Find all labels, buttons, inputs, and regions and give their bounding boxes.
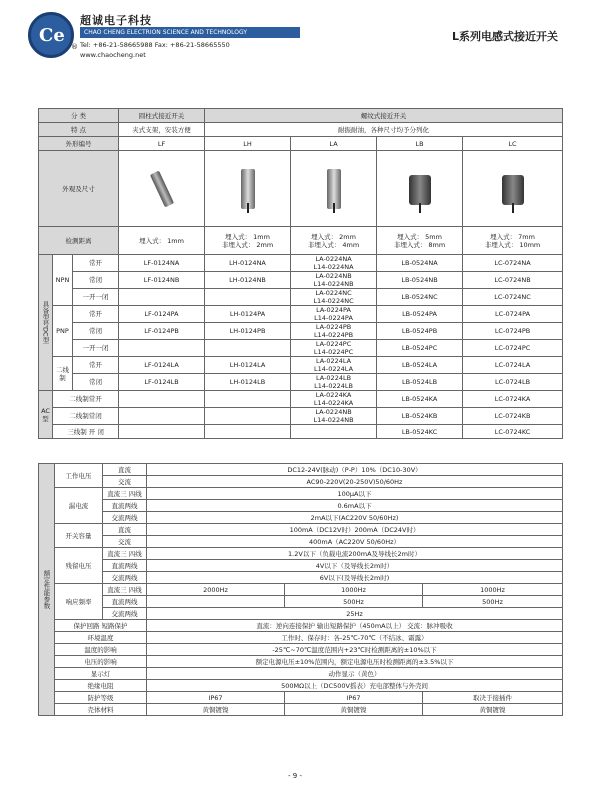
cell-lf: LF-0124PA — [119, 306, 205, 323]
feature-label: 特 点 — [39, 123, 119, 137]
cell-lf: LF-0124LA — [119, 357, 205, 374]
appearance-label: 外观及尺寸 — [39, 151, 119, 227]
row-type: 一开一闭 — [73, 289, 119, 306]
distance-lb: 埋入式： 5mm 非埋入式： 8mm — [377, 227, 463, 255]
spec-label: 温度的影响 — [55, 644, 147, 656]
cell-lb: LB-0524NB — [377, 272, 463, 289]
cell-lb: LB-0524PC — [377, 340, 463, 357]
spec-value: 400mA（AC220V 50/60Hz） — [147, 536, 563, 548]
row-type: 常闭 — [73, 272, 119, 289]
model-la: LA — [291, 137, 377, 151]
cell-lf — [119, 289, 205, 306]
pnp-label: PNP — [53, 306, 73, 357]
cell-lh: LH-0124NA — [205, 255, 291, 272]
spec-label: 绝缘电阻 — [55, 680, 147, 692]
cell-lc: LC-0724PA — [463, 306, 563, 323]
spec-value: 黄铜镀镍 — [285, 704, 423, 716]
company-logo: Ce — [28, 12, 74, 58]
spec-sub: 交流两线 — [103, 608, 147, 620]
spec-value: 2mA以下(AC220V 50/60Hz) — [147, 512, 563, 524]
group-dc: 具备型号DC型 — [39, 255, 53, 391]
cell-lb: LB-0524LB — [377, 374, 463, 391]
cell-la: LA-0224NB L14-0224NB — [291, 272, 377, 289]
distance-la: 埋入式： 2mm 非埋入式： 4mm — [291, 227, 377, 255]
spec-label: 显示灯 — [55, 668, 147, 680]
cell-lf: LF-0124NB — [119, 272, 205, 289]
two-wire-label: 二线制 — [53, 357, 73, 391]
spec-group: 漏电流 — [55, 488, 103, 524]
model-table — [38, 108, 563, 439]
cell-lf: LF-0124PB — [119, 323, 205, 340]
cell-lh — [205, 391, 291, 408]
spec-value: 500MΩ以上（DC500V摇表）充电部整体与外壳间 — [147, 680, 563, 692]
model-code-label: 外形编号 — [39, 137, 119, 151]
spec-sub: 直流 — [103, 524, 147, 536]
spec-value: 动作显示（黄色） — [147, 668, 563, 680]
spec-value: 直流：逆向连接保护 输出短路保护（450mA以上） 交流：脉冲吸收 — [147, 620, 563, 632]
spec-sub: 直流三 四线 — [103, 488, 147, 500]
spec-sub: 直流两线 — [103, 500, 147, 512]
sensor-image-lf — [119, 151, 205, 227]
spec-value: AC90-220V(20-250V)50/60Hz — [147, 476, 563, 488]
spec-sub: 交流两线 — [103, 512, 147, 524]
cell-lh: LH-0124PB — [205, 323, 291, 340]
distance-lh: 埋入式： 1mm 非埋入式： 2mm — [205, 227, 291, 255]
cell-la — [291, 425, 377, 439]
row-type: 常闭 — [73, 323, 119, 340]
row-type: 二线制常开 — [53, 391, 119, 408]
spec-sub: 直流两线 — [103, 560, 147, 572]
cell-lb: LB-0524KB — [377, 408, 463, 425]
model-lc: LC — [463, 137, 563, 151]
cell-lb: LB-0524NC — [377, 289, 463, 306]
cell-lh: LH-0124LB — [205, 374, 291, 391]
website[interactable]: www.chaocheng.net — [80, 51, 146, 59]
header-cylinder: 圆柱式接近开关 — [119, 109, 205, 123]
cell-la: LA-0224PA L14-0224PA — [291, 306, 377, 323]
spec-value — [147, 596, 285, 608]
row-type: 二线制常闭 — [53, 408, 119, 425]
cell-lc: LC-0724KB — [463, 408, 563, 425]
model-lh: LH — [205, 137, 291, 151]
spec-value: 黄铜镀镍 — [423, 704, 563, 716]
spec-value: -25℃~70℃温度范围内+23℃时检测距离的±10%以下 — [147, 644, 563, 656]
cell-lh: LH-0124LA — [205, 357, 291, 374]
company-name-cn: 超诚电子科技 — [80, 14, 152, 27]
cell-lc: LC-0724KA — [463, 391, 563, 408]
cell-lb: LB-0524PB — [377, 323, 463, 340]
spec-sub: 交流 — [103, 536, 147, 548]
cell-lc: LC-0724LA — [463, 357, 563, 374]
row-type: 一开一闭 — [73, 340, 119, 357]
spec-group: 开关容量 — [55, 524, 103, 548]
row-type: 三线制 开 闭 — [53, 425, 119, 439]
sensor-image-la — [291, 151, 377, 227]
cell-lh — [205, 408, 291, 425]
company-name-en: CHAO CHENG ELECTRION SCIENCE AND TECHNOLOGY — [80, 27, 300, 38]
spec-sub: 直流 — [103, 464, 147, 476]
spec-value: 25Hz — [147, 608, 563, 620]
header-category: 分 类 — [39, 109, 119, 123]
spec-value: 500Hz — [285, 596, 423, 608]
cell-lc: LC-0724LB — [463, 374, 563, 391]
cell-lf — [119, 340, 205, 357]
spec-value: IP67 — [285, 692, 423, 704]
cell-lb: LB-0524KA — [377, 391, 463, 408]
cell-lb: LB-0524LA — [377, 357, 463, 374]
cell-la: LA-0224PC L14-0224PC — [291, 340, 377, 357]
spec-value: 500Hz — [423, 596, 563, 608]
cell-la: LA-0224LB L14-0224LB — [291, 374, 377, 391]
group-ac: AC型 — [39, 391, 53, 439]
spec-value: 取决于接插件 — [423, 692, 563, 704]
cell-lf: LF-0124LB — [119, 374, 205, 391]
spec-table — [38, 463, 563, 716]
cell-la: LA-0224KA L14-0224KA — [291, 391, 377, 408]
registered-mark: ® — [71, 43, 78, 51]
row-type: 常闭 — [73, 374, 119, 391]
page-header — [28, 10, 568, 80]
spec-sub: 直流两线 — [103, 596, 147, 608]
spec-label: 防护等级 — [55, 692, 147, 704]
cell-la: LA-0224LA L14-0224LA — [291, 357, 377, 374]
spec-label: 电压的影响 — [55, 656, 147, 668]
spec-value: 0.6mA以下 — [147, 500, 563, 512]
cell-lc: LC-0724NB — [463, 272, 563, 289]
spec-value: 1000Hz — [423, 584, 563, 596]
spec-value: 1000Hz — [285, 584, 423, 596]
sensor-image-lb — [377, 151, 463, 227]
cell-lh — [205, 340, 291, 357]
cell-lc: LC-0724NC — [463, 289, 563, 306]
spec-group: 残留电压 — [55, 548, 103, 584]
cell-lc: LC-0724NA — [463, 255, 563, 272]
cell-lf — [119, 391, 205, 408]
spec-label: 壳体材料 — [55, 704, 147, 716]
model-lf: LF — [119, 137, 205, 151]
spec-sub: 直流三 四线 — [103, 548, 147, 560]
cell-lb: LB-0524KC — [377, 425, 463, 439]
spec-value: 4V以下（及导线长2m时） — [147, 560, 563, 572]
cell-la: LA-0224NB L14-0224NB — [291, 408, 377, 425]
row-type: 常开 — [73, 255, 119, 272]
series-title: L系列电感式接近开关 — [451, 30, 558, 43]
contact-info: Tel: +86-21-58665988 Fax: +86-21-58665550 — [80, 41, 230, 49]
cell-lh — [205, 425, 291, 439]
cell-lc: LC-0724KC — [463, 425, 563, 439]
cell-lf — [119, 408, 205, 425]
cell-la: LA-0224NA L14-0224NA — [291, 255, 377, 272]
spec-group: 响应频率 — [55, 584, 103, 620]
spec-value: 1.2V以下（负载电流200mA及导线长2m时） — [147, 548, 563, 560]
cell-lh: LH-0124NB — [205, 272, 291, 289]
spec-label: 保护回路 短路保护 — [55, 620, 147, 632]
row-type: 常开 — [73, 306, 119, 323]
cell-lc: LC-0724PC — [463, 340, 563, 357]
cell-lh: LH-0124PA — [205, 306, 291, 323]
spec-value: 2000Hz — [147, 584, 285, 596]
distance-lf: 埋入式： 1mm — [119, 227, 205, 255]
cell-lb: LB-0524PA — [377, 306, 463, 323]
feature-cylinder: 夹式支架，安装方便 — [119, 123, 205, 137]
cell-lh — [205, 289, 291, 306]
spec-label: 环境温度 — [55, 632, 147, 644]
spec-side-label: 额定性能参数 — [39, 464, 55, 716]
spec-sub: 交流 — [103, 476, 147, 488]
spec-value: IP67 — [147, 692, 285, 704]
spec-sub: 直流三 四线 — [103, 584, 147, 596]
row-type: 常开 — [73, 357, 119, 374]
spec-value: DC12-24V(脉动)（P-P）10%（DC10-30V） — [147, 464, 563, 476]
cell-lc: LC-0724PB — [463, 323, 563, 340]
cell-lf: LF-0124NA — [119, 255, 205, 272]
spec-sub: 交流两线 — [103, 572, 147, 584]
header-thread: 螺纹式接近开关 — [205, 109, 563, 123]
cell-lb: LB-0524NA — [377, 255, 463, 272]
distance-lc: 埋入式： 7mm 非埋入式： 10mm — [463, 227, 563, 255]
spec-group: 工作电压 — [55, 464, 103, 488]
distance-label: 检测距离 — [39, 227, 119, 255]
cell-lf — [119, 425, 205, 439]
cell-la: LA-0224NC L14-0224NC — [291, 289, 377, 306]
npn-label: NPN — [53, 255, 73, 306]
spec-value: 工作时、保存时：各-25℃-70℃（不结冰、霜露） — [147, 632, 563, 644]
sensor-image-lh — [205, 151, 291, 227]
spec-value: 6V以下(及导线长2m时) — [147, 572, 563, 584]
spec-value: 额定电源电压±10%范围内，额定电源电压时检测距离的±3.5%以下 — [147, 656, 563, 668]
cell-la: LA-0224PB L14-0224PB — [291, 323, 377, 340]
feature-thread: 耐振耐油，各种尺寸均予分列化 — [205, 123, 563, 137]
page-number: - 9 - — [288, 772, 302, 780]
model-lb: LB — [377, 137, 463, 151]
spec-value: 100μA以下 — [147, 488, 563, 500]
spec-value: 100mA（DC12V时）200mA（DC24V时） — [147, 524, 563, 536]
spec-value: 黄铜镀镍 — [147, 704, 285, 716]
sensor-image-lc — [463, 151, 563, 227]
